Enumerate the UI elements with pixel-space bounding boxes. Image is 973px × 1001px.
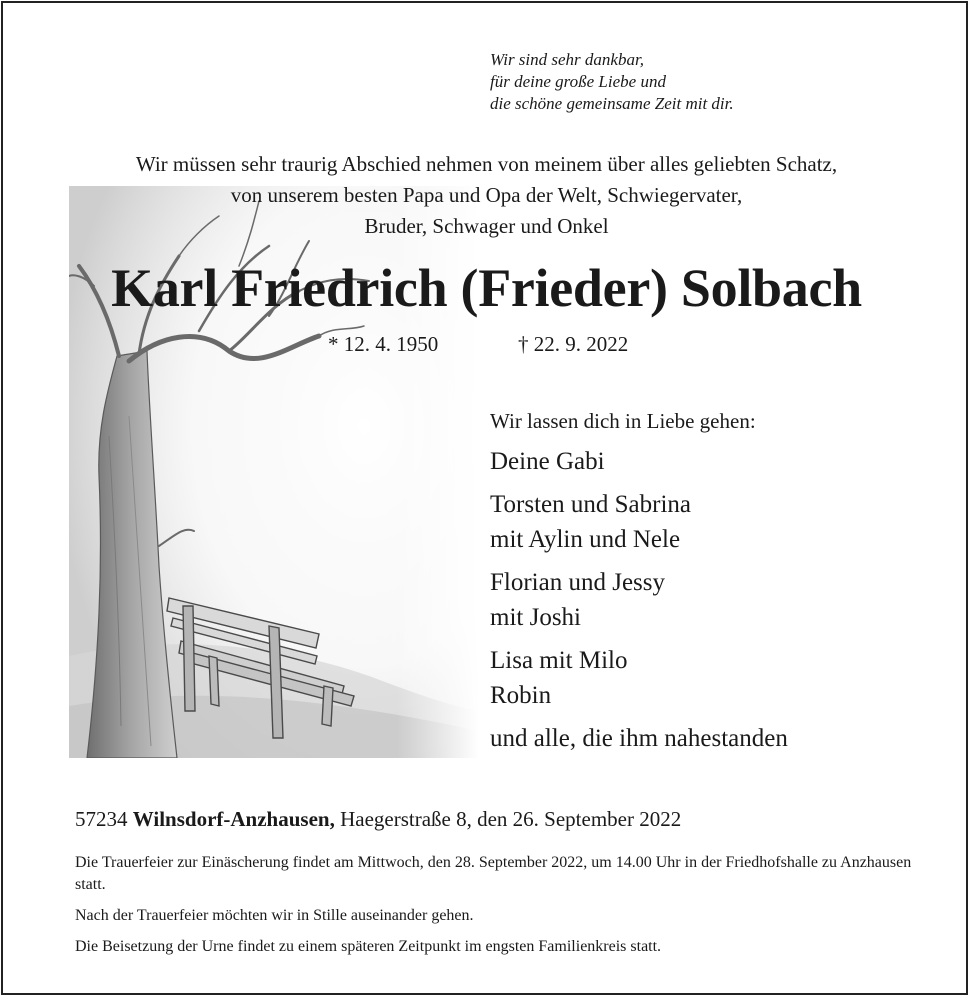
intro-line: Bruder, Schwager und Onkel: [364, 214, 609, 238]
address-town: Wilnsdorf-Anzhausen,: [132, 807, 335, 831]
mourner-group: [490, 721, 950, 756]
mourner-line: mit Aylin und Nele: [490, 526, 681, 553]
mourner-group: [490, 643, 950, 713]
poem: [490, 49, 930, 115]
address-postcode: 57234: [75, 807, 128, 831]
birth-date: * 12. 4. 1950: [328, 332, 439, 356]
mourner-line: Lisa mit Milo: [490, 647, 628, 674]
mourner-line: Florian und Jessy: [490, 569, 665, 596]
poem-line: für deine große Liebe und: [490, 72, 666, 91]
service-notes: [75, 852, 935, 967]
death-date: † 22. 9. 2022: [518, 332, 629, 356]
note-paragraph: Die Trauerfeier zur Einäscherung findet am Mittwoch, den 28. September 2022, um 14.00 Uhr in der Friedhofshalle zu Anzhausen statt.: [75, 854, 912, 893]
obituary-notice: [1, 1, 968, 995]
address-line: [75, 804, 681, 834]
mourner-group: [490, 565, 950, 635]
mourner-group: [490, 444, 950, 479]
note-paragraph: Die Beisetzung der Urne findet zu einem späteren Zeitpunkt im engsten Familienkreis statt.: [75, 938, 662, 955]
mourner-line: mit Joshi: [490, 604, 581, 631]
mourner-line: und alle, die ihm nahestanden: [490, 725, 788, 752]
mourners-list: [490, 406, 950, 756]
mourner-line: Torsten und Sabrina: [490, 491, 691, 518]
intro-line: von unserem besten Papa und Opa der Welt, Schwiegervater,: [230, 183, 743, 207]
mourner-line: Deine Gabi: [490, 448, 605, 475]
address-street-date: Haegerstraße 8, den 26. September 2022: [340, 807, 682, 831]
note-paragraph: Nach der Trauerfeier möchten wir in Stille auseinander gehen.: [75, 907, 474, 924]
intro-text: [23, 149, 950, 242]
mourners-lead: Wir lassen dich in Liebe gehen:: [490, 409, 756, 433]
poem-line: die schöne gemeinsame Zeit mit dir.: [490, 94, 734, 113]
intro-line: Wir müssen sehr traurig Abschied nehmen von meinem über alles geliebten Schatz,: [135, 152, 838, 176]
mourner-line: Robin: [490, 682, 552, 709]
deceased-name: Karl Friedrich (Frieder) Solbach: [111, 258, 862, 318]
poem-line: Wir sind sehr dankbar,: [490, 50, 644, 69]
mourner-group: [490, 487, 950, 557]
